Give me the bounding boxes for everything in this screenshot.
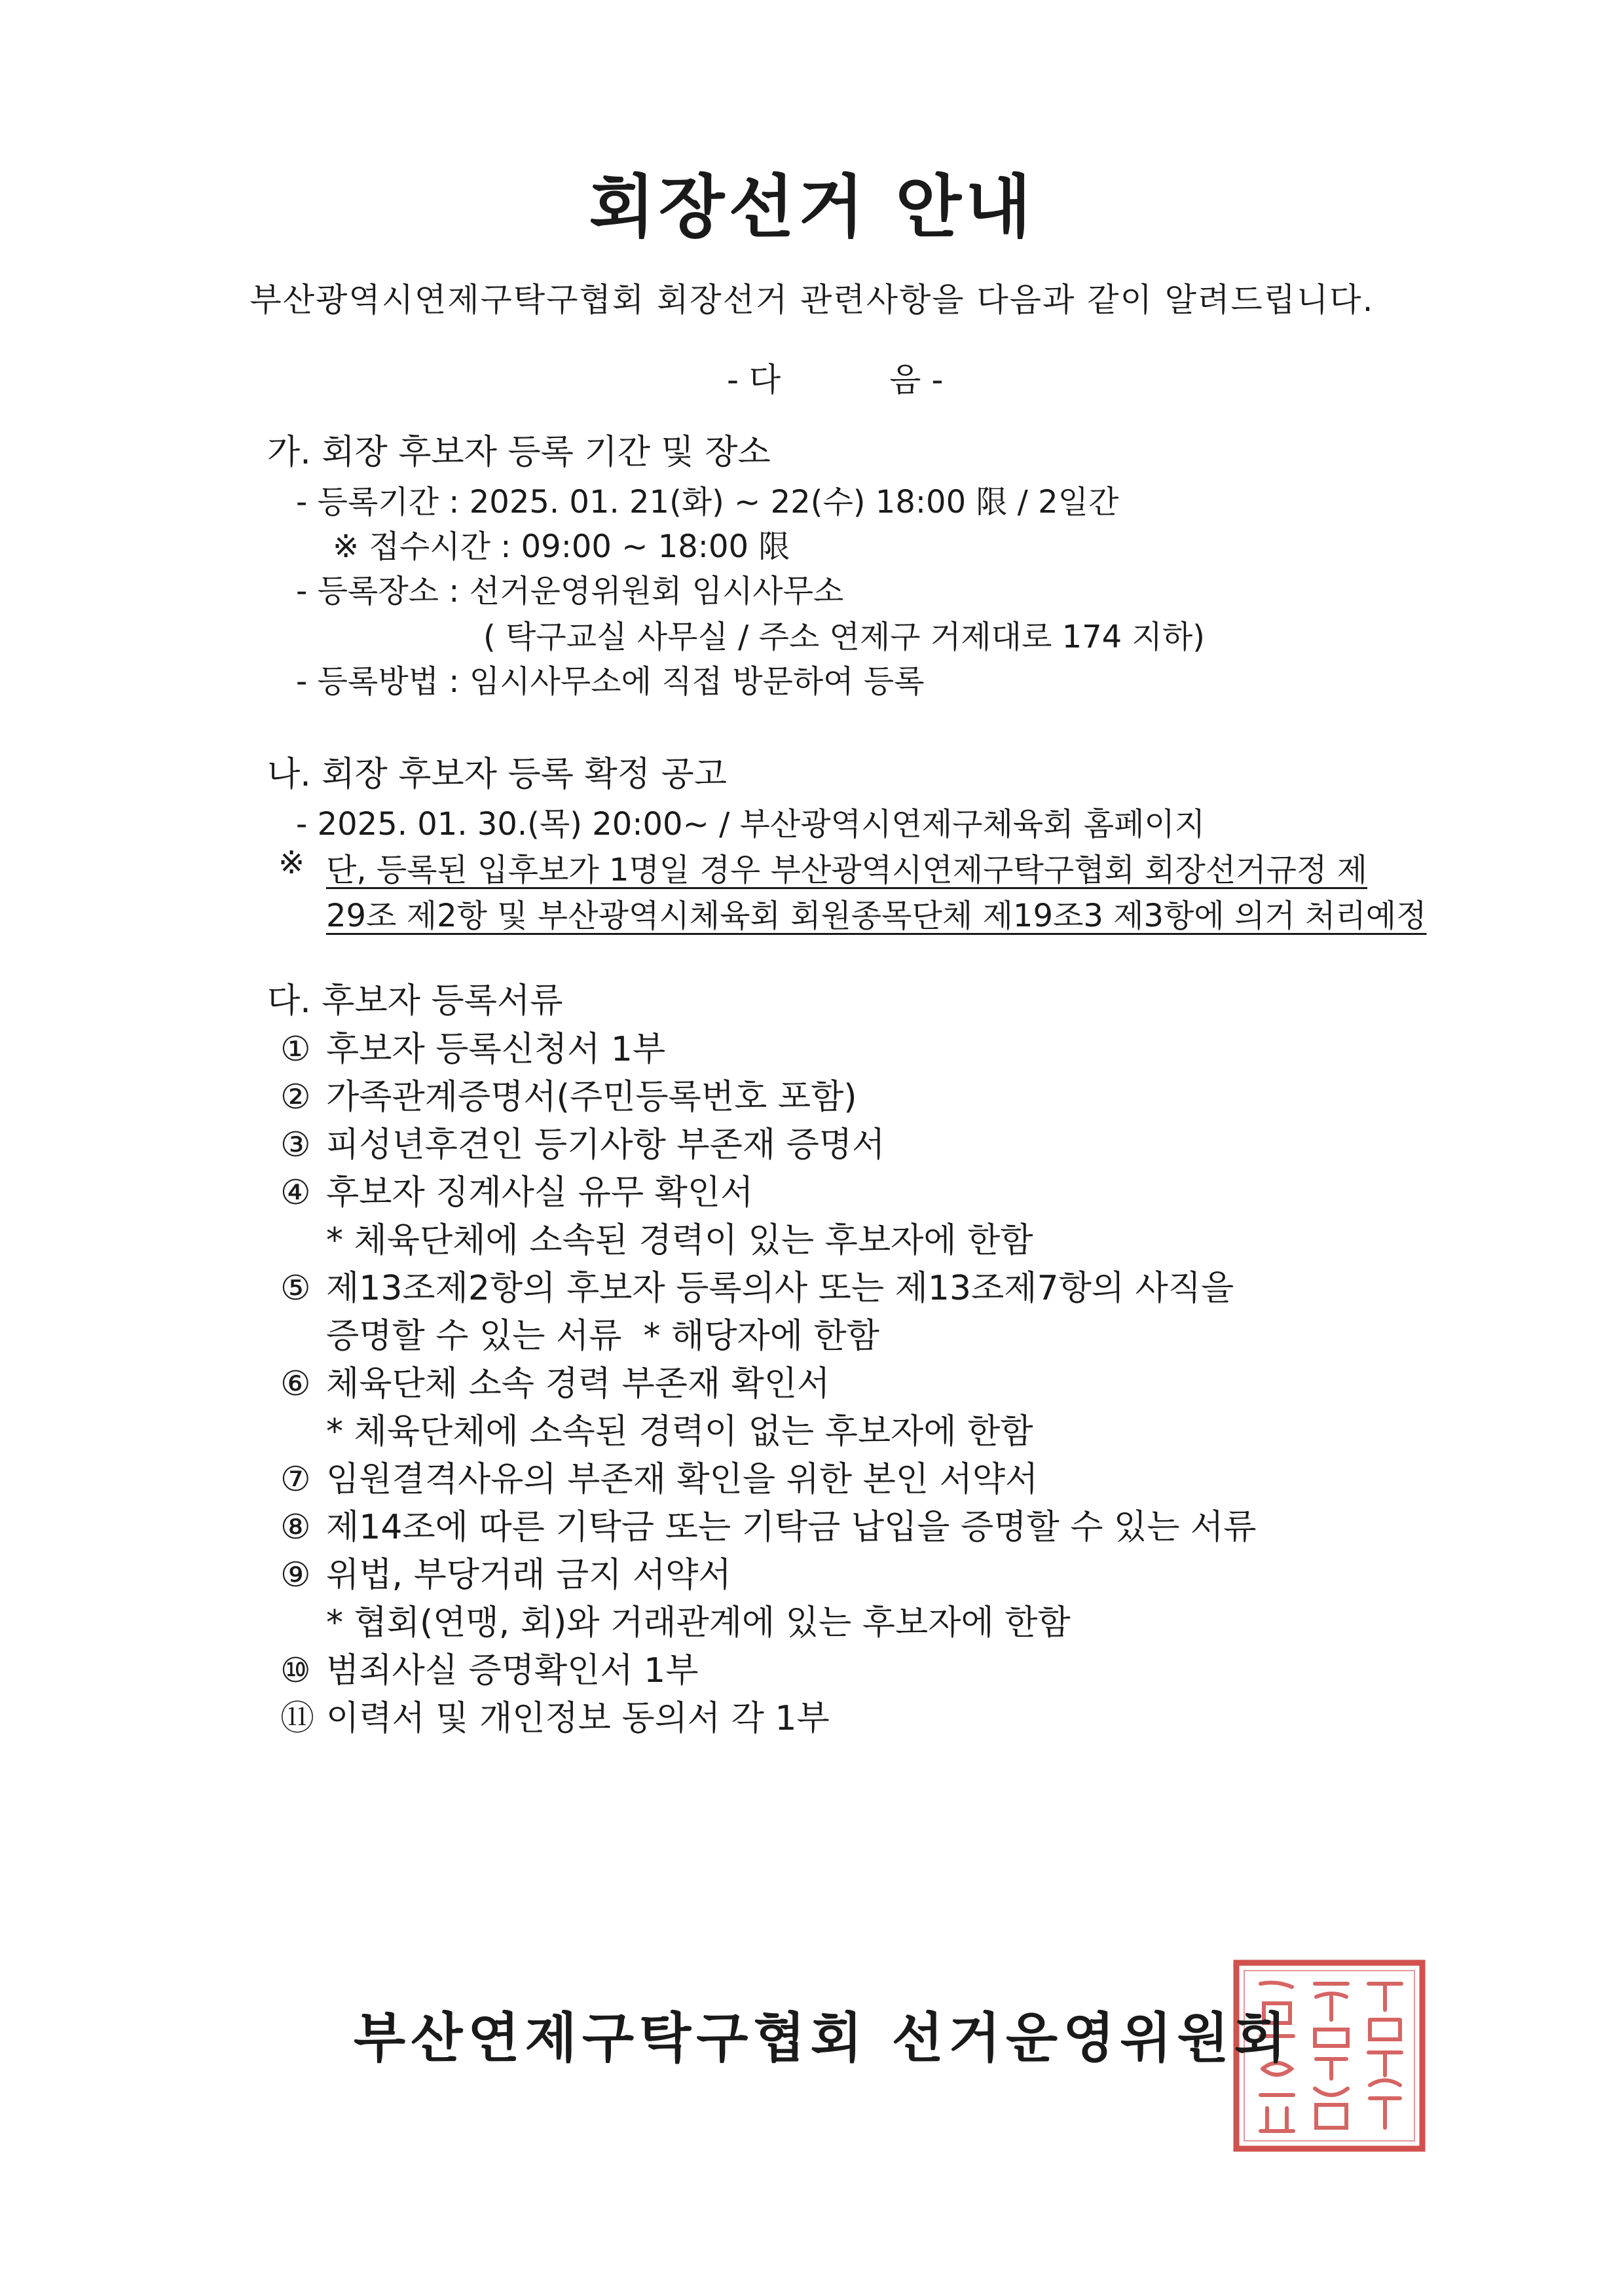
list-item: ⑤ 제13조제2항의 후보자 등록의사 또는 제13조제7항의 사직을: [280, 1269, 1234, 1308]
list-item: ② 가족관계증명서(주민등록번호 포함): [280, 1078, 857, 1117]
section-na-note-line-1: 단, 등록된 입후보가 1명일 경우 부산광역시연제구탁구협회 회장선거규정 제: [326, 852, 1368, 888]
intro-sentence: 부산광역시연제구탁구협회 회장선거 관련사항을 다음과 같이 알려드립니다.: [249, 281, 1375, 319]
list-item-note: * 협회(연맹, 회)와 거래관계에 있는 후보자에 한함: [326, 1603, 1071, 1643]
list-item: ⑦ 임원결격사유의 부존재 확인을 위한 본인 서약서: [280, 1460, 1039, 1499]
document-title: 회장선거 안내: [589, 167, 1035, 247]
section-da-heading: 다. 후보자 등록서류: [267, 981, 563, 1021]
list-item: ⑨ 위법, 부당거래 금지 서약서: [280, 1556, 731, 1595]
section-na-note-line-2: 29조 제2항 및 부산광역시체육회 회원종목단체 제19조3 제3항에 의거 처리예정: [326, 898, 1427, 934]
list-item-note: * 체육단체에 소속된 경력이 없는 후보자에 한함: [326, 1412, 1033, 1451]
section-ga-line-place: - 등록장소 : 선거운영위원회 임시사무소: [296, 573, 844, 610]
list-item: ⑧ 제14조에 따른 기탁금 또는 기탁금 납입을 증명할 수 있는 서류: [280, 1508, 1257, 1547]
list-item: ① 후보자 등록신청서 1부: [280, 1030, 666, 1069]
list-item-note: * 체육단체에 소속된 경력이 있는 후보자에 한함: [326, 1221, 1033, 1260]
list-item: ⑪ 이력서 및 개인정보 동의서 각 1부: [280, 1699, 830, 1738]
section-ga-line-hours: ※ 접수시간 : 09:00 ~ 18:00 限: [333, 528, 790, 565]
list-item-continuation: 증명할 수 있는 서류 * 해당자에 한함: [326, 1317, 879, 1356]
section-ga-line-period: - 등록기간 : 2025. 01. 21(화) ~ 22(수) 18:00 限 / 2일간: [296, 484, 1119, 520]
list-item: ④ 후보자 징계사실 유무 확인서: [280, 1173, 754, 1212]
daeum-heading: [727, 354, 943, 401]
section-na-note-mark: ※: [278, 845, 305, 881]
issuer-signature: 부산연제구탁구협회 선거운영위원회: [354, 2007, 1291, 2069]
list-item: ⑥ 체육단체 소속 경력 부존재 확인서: [280, 1364, 830, 1404]
section-ga-heading: 가. 회장 후보자 등록 기간 및 장소: [267, 433, 771, 472]
section-ga-line-address: ( 탁구교실 사무실 / 주소 연제구 거제대로 174 지하): [483, 619, 1205, 655]
daeum-left: - 다: [727, 361, 781, 399]
list-item: ⑩ 범죄사실 증명확인서 1부: [280, 1651, 699, 1690]
section-ga-line-method: - 등록방법 : 임시사무소에 직접 방문하여 등록: [296, 663, 925, 700]
daeum-right: 음 -: [889, 361, 944, 399]
list-item: ③ 피성년후견인 등기사항 부존재 증명서: [280, 1125, 885, 1165]
section-na-heading: 나. 회장 후보자 등록 확정 공고: [267, 755, 727, 794]
section-na-line-date: - 2025. 01. 30.(목) 20:00~ / 부산광역시연제구체육회 홈페이지: [296, 806, 1206, 843]
